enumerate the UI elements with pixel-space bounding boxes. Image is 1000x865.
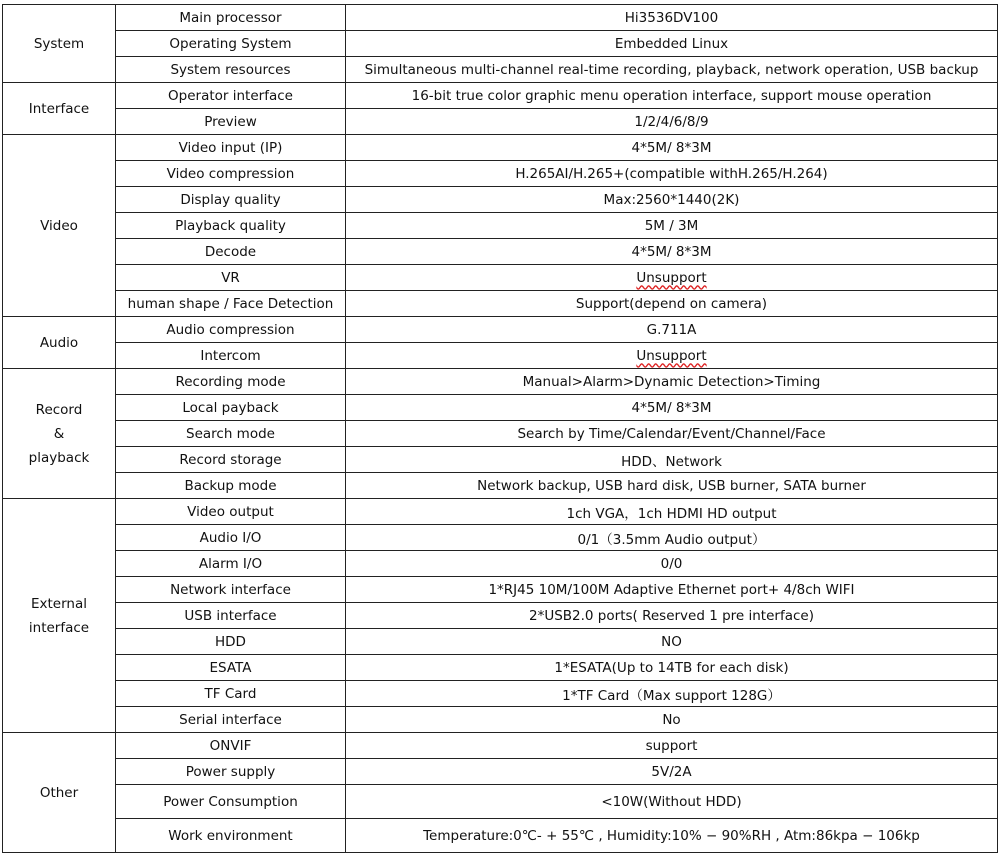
- row-label: Video output: [116, 499, 346, 525]
- row-label: Work environment: [116, 819, 346, 853]
- row-label: Local payback: [116, 395, 346, 421]
- table-row: [3, 655, 998, 681]
- row-label: Record storage: [116, 447, 346, 473]
- row-value: G.711A: [346, 317, 998, 343]
- row-value: 5M / 3M: [346, 213, 998, 239]
- row-value: HDD、Network: [346, 447, 998, 473]
- table-row: [3, 161, 998, 187]
- category-audio: Audio: [3, 317, 116, 369]
- row-label: System resources: [116, 57, 346, 83]
- row-label: human shape / Face Detection: [116, 291, 346, 317]
- table-row: [3, 83, 998, 109]
- row-label: Recording mode: [116, 369, 346, 395]
- table-row: [3, 577, 998, 603]
- table-row: [3, 707, 998, 733]
- table-row: [3, 603, 998, 629]
- row-label: Preview: [116, 109, 346, 135]
- row-label: Serial interface: [116, 707, 346, 733]
- row-label: Audio compression: [116, 317, 346, 343]
- table-row: [3, 551, 998, 577]
- table-row: [3, 57, 998, 83]
- row-label: Operator interface: [116, 83, 346, 109]
- table-row: [3, 447, 998, 473]
- table-row: [3, 525, 998, 551]
- table-row: [3, 759, 998, 785]
- spec-table-body: [3, 5, 998, 853]
- table-row: [3, 343, 998, 369]
- row-value-text: Unsupport: [636, 269, 707, 286]
- table-row: [3, 733, 998, 759]
- category-record-playback: [3, 369, 116, 499]
- row-value: 4*5M/ 8*3M: [346, 395, 998, 421]
- row-value: 1*ESATA(Up to 14TB for each disk): [346, 655, 998, 681]
- table-row: [3, 681, 998, 707]
- row-label: ONVIF: [116, 733, 346, 759]
- row-value: Temperature:0℃- + 55℃ , Humidity:10% − 90%RH , Atm:86kpa − 106kp: [346, 819, 998, 853]
- category-line: Record: [35, 401, 83, 418]
- table-row: [3, 5, 998, 31]
- row-value: 4*5M/ 8*3M: [346, 239, 998, 265]
- row-label: Power supply: [116, 759, 346, 785]
- row-value: Embedded Linux: [346, 31, 998, 57]
- row-value: Hi3536DV100: [346, 5, 998, 31]
- row-label: Search mode: [116, 421, 346, 447]
- table-row: [3, 369, 998, 395]
- row-label: Alarm I/O: [116, 551, 346, 577]
- row-value: [346, 343, 998, 369]
- row-value: 1/2/4/6/8/9: [346, 109, 998, 135]
- row-label: Backup mode: [116, 473, 346, 499]
- row-value: 16-bit true color graphic menu operation interface, support mouse operation: [346, 83, 998, 109]
- row-value: Support(depend on camera): [346, 291, 998, 317]
- table-row: [3, 187, 998, 213]
- row-value: <10W(Without HDD): [346, 785, 998, 819]
- table-row: [3, 473, 998, 499]
- table-row: [3, 265, 998, 291]
- table-row: [3, 317, 998, 343]
- row-value: support: [346, 733, 998, 759]
- row-value: Simultaneous multi-channel real-time recording, playback, network operation, USB backup: [346, 57, 998, 83]
- row-label: Video compression: [116, 161, 346, 187]
- row-label: Main processor: [116, 5, 346, 31]
- table-row: [3, 629, 998, 655]
- row-value: H.265AI/H.265+(compatible withH.265/H.264): [346, 161, 998, 187]
- category-line: interface: [28, 619, 90, 636]
- category-line: External: [30, 595, 87, 612]
- table-row: [3, 395, 998, 421]
- row-value: 2*USB2.0 ports( Reserved 1 pre interface): [346, 603, 998, 629]
- table-row: [3, 213, 998, 239]
- row-value: 1*RJ45 10M/100M Adaptive Ethernet port+ 4/8ch WIFI: [346, 577, 998, 603]
- row-value: [346, 265, 998, 291]
- row-label: ESATA: [116, 655, 346, 681]
- row-label: USB interface: [116, 603, 346, 629]
- category-external-interface: [3, 499, 116, 733]
- table-row: [3, 499, 998, 525]
- table-row: [3, 135, 998, 161]
- table-row: [3, 291, 998, 317]
- row-label: VR: [116, 265, 346, 291]
- category-system: System: [3, 5, 116, 83]
- row-value: 1ch VGA，1ch HDMI HD output: [346, 499, 998, 525]
- row-value: NO: [346, 629, 998, 655]
- category-line: playback: [28, 449, 90, 466]
- category-other: Other: [3, 733, 116, 853]
- row-value: Search by Time/Calendar/Event/Channel/Face: [346, 421, 998, 447]
- row-value: 0/1（3.5mm Audio output）: [346, 525, 998, 551]
- row-label: Video input (IP): [116, 135, 346, 161]
- row-value: Network backup, USB hard disk, USB burner, SATA burner: [346, 473, 998, 499]
- table-row: [3, 421, 998, 447]
- category-line: &: [53, 425, 65, 442]
- row-label: HDD: [116, 629, 346, 655]
- row-label: TF Card: [116, 681, 346, 707]
- row-value: 1*TF Card（Max support 128G）: [346, 681, 998, 707]
- category-interface: Interface: [3, 83, 116, 135]
- row-label: Audio I/O: [116, 525, 346, 551]
- table-row: [3, 819, 998, 853]
- table-row: [3, 31, 998, 57]
- row-label: Network interface: [116, 577, 346, 603]
- row-label: Decode: [116, 239, 346, 265]
- category-video: Video: [3, 135, 116, 317]
- row-value: 5V/2A: [346, 759, 998, 785]
- row-label: Operating System: [116, 31, 346, 57]
- row-label: Playback quality: [116, 213, 346, 239]
- table-row: [3, 785, 998, 819]
- row-value: 4*5M/ 8*3M: [346, 135, 998, 161]
- row-value: Max:2560*1440(2K): [346, 187, 998, 213]
- row-value: Manual>Alarm>Dynamic Detection>Timing: [346, 369, 998, 395]
- row-value-text: Unsupport: [636, 347, 707, 364]
- row-value: 0/0: [346, 551, 998, 577]
- row-label: Display quality: [116, 187, 346, 213]
- table-row: [3, 109, 998, 135]
- spec-table: [2, 4, 998, 853]
- row-label: Power Consumption: [116, 785, 346, 819]
- row-label: Intercom: [116, 343, 346, 369]
- table-row: [3, 239, 998, 265]
- row-value: No: [346, 707, 998, 733]
